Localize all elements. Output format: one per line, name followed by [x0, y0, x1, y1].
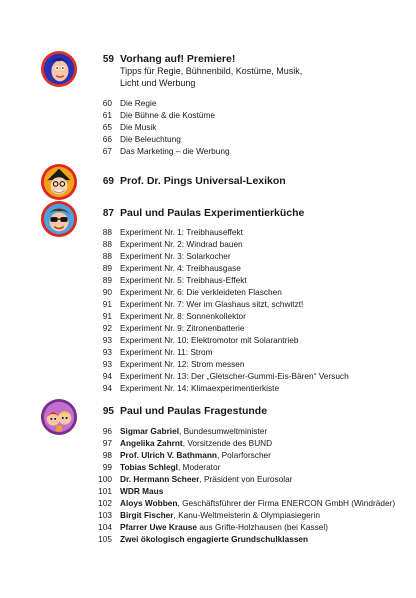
entry-text: aus Grifte-Holzhausen (bei Kassel): [197, 522, 328, 532]
entry-name: Dr. Hermann Scheer: [120, 474, 200, 484]
toc-entry: [0, 425, 416, 437]
entry-text: , Vorsitzende des BUND: [182, 438, 273, 448]
entry-page: 105: [98, 534, 112, 544]
toc-entry: [0, 274, 416, 286]
entry-text: Experiment Nr. 3: Solarkocher: [120, 251, 231, 261]
section-title: Paul und Paulas Experimentierküche: [120, 207, 305, 219]
entry-page: 60: [102, 98, 112, 108]
entry-name: Sigmar Gabriel: [120, 426, 180, 436]
entry-page: 61: [102, 110, 112, 120]
entry-text: Experiment Nr. 8: Sonnenkollektor: [120, 311, 246, 321]
toc-entry: [0, 509, 416, 521]
entry-text: Experiment Nr. 13: Der „Gletscher-Gummi-Eis-Bären“ Versuch: [120, 371, 349, 381]
toc-entry: [0, 521, 416, 533]
entry-name: Zwei ökologisch engagierte Grundschulklassen: [120, 534, 309, 544]
entry-text: Experiment Nr. 14: Klimaexperimentierkiste: [120, 383, 280, 393]
entry-text: , Geschäftsführer der Firma ENERCON GmbH (Windräder): [177, 498, 396, 508]
entry-page: 93: [102, 335, 112, 345]
entry-page: 91: [102, 311, 112, 321]
entry-page: 97: [102, 438, 112, 448]
professor-face-icon: [40, 163, 78, 201]
entry-text: Die Regie: [120, 98, 157, 108]
entry-page: 89: [102, 275, 112, 285]
toc-entry: [0, 322, 416, 334]
entry-text: Experiment Nr. 10: Elektromotor mit Solarantrieb: [120, 335, 299, 345]
entry-text: Experiment Nr. 2: Windrad bauen: [120, 239, 243, 249]
entry-page: 102: [98, 498, 112, 508]
entry-name: Tobias Schlegl: [120, 462, 178, 472]
entry-name: WDR Maus: [120, 486, 164, 496]
entry-text: Experiment Nr. 9: Zitronenbatterie: [120, 323, 245, 333]
entry-name: Birgit Fischer: [120, 510, 174, 520]
toc-entry: [0, 382, 416, 394]
section-title: Prof. Dr. Pings Universal-Lexikon: [120, 175, 286, 187]
toc-entry: [0, 437, 416, 449]
toc-entry: [0, 298, 416, 310]
toc-entry: [0, 310, 416, 322]
toc-entry: [0, 145, 416, 157]
entry-text: Die Musik: [120, 122, 157, 132]
section-page-number: 87: [102, 208, 114, 219]
entry-text: Die Bühne & die Kostüme: [120, 110, 216, 120]
entry-page: 91: [102, 299, 112, 309]
entry-page: 94: [102, 371, 112, 381]
entry-name: Angelika Zahrnt: [120, 438, 183, 448]
entry-name: Prof. Ulrich V. Bathmann: [120, 450, 217, 460]
entry-page: 99: [102, 462, 112, 472]
entry-page: 100: [98, 474, 112, 484]
entry-text: Experiment Nr. 4: Treibhausgase: [120, 263, 241, 273]
toc-entry: [0, 358, 416, 370]
entry-text: Die Beleuchtung: [120, 134, 181, 144]
entry-page: 88: [102, 239, 112, 249]
entry-text: , Moderator: [177, 462, 221, 472]
toc-entry: [0, 334, 416, 346]
section-subtitle: Tipps für Regie, Bühnenbild, Kostüme, Musik, Licht und Werbung: [120, 66, 303, 88]
entry-page: 101: [98, 486, 112, 496]
entry-page: 66: [102, 134, 112, 144]
entry-name: Aloys Wobben: [120, 498, 178, 508]
entry-page: 96: [102, 426, 112, 436]
entry-page: 94: [102, 383, 112, 393]
entry-text: Experiment Nr. 1: Treibhauseffekt: [120, 227, 243, 237]
entry-page: 98: [102, 450, 112, 460]
section-page-number: 59: [102, 54, 114, 65]
section-page-number: 69: [102, 176, 114, 187]
entry-page: 93: [102, 347, 112, 357]
entry-page: 88: [102, 227, 112, 237]
toc-entry: [0, 286, 416, 298]
toc-entry: [0, 346, 416, 358]
toc-entry: [0, 97, 416, 109]
entry-page: 67: [102, 146, 112, 156]
toc-entry: [0, 133, 416, 145]
section-title: Paul und Paulas Fragestunde: [120, 405, 268, 417]
toc-entry: [0, 497, 416, 509]
entry-text: Experiment Nr. 12: Strom messen: [120, 359, 245, 369]
toc-entry: [0, 121, 416, 133]
section-title: Vorhang auf! Premiere!: [120, 53, 236, 65]
entry-page: 88: [102, 251, 112, 261]
entry-text: Experiment Nr. 5: Treibhaus-Effekt: [120, 275, 247, 285]
entry-page: 89: [102, 263, 112, 273]
toc-entry: [0, 485, 416, 497]
entry-page: 93: [102, 359, 112, 369]
entry-page: 90: [102, 287, 112, 297]
entry-page: 103: [98, 510, 112, 520]
toc-entry: [0, 250, 416, 262]
entry-text: Experiment Nr. 7: Wer im Glashaus sitzt, schwitzt!: [120, 299, 304, 309]
entry-text: Das Marketing – die Werbung: [120, 146, 230, 156]
entry-text: Experiment Nr. 6: Die verkleideten Flaschen: [120, 287, 282, 297]
toc-entry: [0, 262, 416, 274]
toc-entry: [0, 370, 416, 382]
entry-page: 92: [102, 323, 112, 333]
entry-text: , Präsident von Eurosolar: [199, 474, 293, 484]
section-page-number: 95: [102, 406, 114, 417]
toc-entry: [0, 226, 416, 238]
toc-entry: [0, 109, 416, 121]
toc-entry: [0, 461, 416, 473]
entry-text: Experiment Nr. 11: Strom: [120, 347, 213, 357]
entry-text: , Bundesumweltminister: [179, 426, 268, 436]
toc-entry: [0, 238, 416, 250]
toc-entry: [0, 449, 416, 461]
entry-page: 65: [102, 122, 112, 132]
entry-text: , Polarforscher: [216, 450, 271, 460]
entry-name: Pfarrer Uwe Krause: [120, 522, 198, 532]
toc-entry: [0, 533, 416, 545]
toc-entry: [0, 473, 416, 485]
entry-page: 104: [98, 522, 112, 532]
entry-text: , Kanu-Weltmeisterin & Olympiasiegerin: [173, 510, 320, 520]
girl-face-icon: [40, 50, 78, 88]
